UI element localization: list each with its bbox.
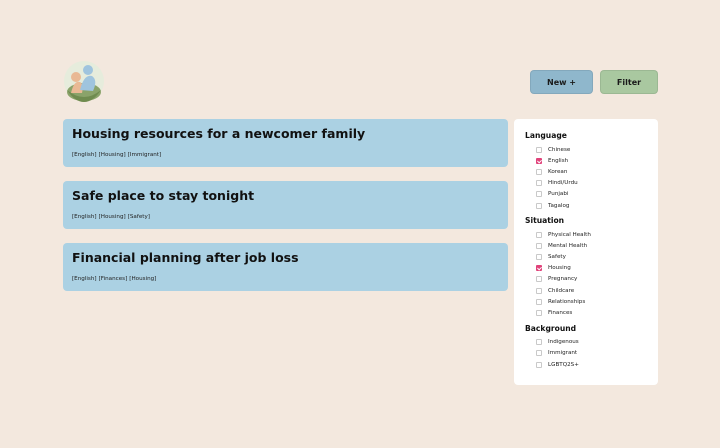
filter-option-hindi-urdu[interactable] [525, 178, 658, 189]
tag: [Safety] [127, 214, 150, 220]
filter-group-language [525, 131, 658, 211]
tag: [Finances] [98, 276, 128, 282]
filter-option-label: English [548, 157, 569, 164]
card-tags [72, 152, 499, 158]
checkbox[interactable] [536, 288, 542, 294]
checkbox[interactable] [536, 339, 542, 345]
filter-option-pregnancy[interactable] [525, 274, 658, 285]
checkbox[interactable] [536, 299, 542, 305]
filter-option-childcare[interactable] [525, 285, 658, 296]
filter-option-label: Housing [548, 265, 571, 272]
card-title: Financial planning after job loss [72, 250, 299, 265]
filter-option-label: Immigrant [548, 350, 578, 357]
filter-option-label: Mental Health [548, 242, 588, 249]
filter-option-label: LGBTQ2S+ [548, 361, 579, 368]
card-title: Housing resources for a newcomer family [72, 126, 366, 141]
filter-option-label: Hindi/Urdu [548, 180, 578, 187]
filter-group-background [525, 324, 658, 371]
tag: [Housing] [98, 152, 126, 158]
filter-option-safety[interactable] [525, 252, 658, 263]
filter-option-label: Punjabi [548, 191, 569, 198]
filter-option-tagalog[interactable] [525, 200, 658, 211]
filter-option-relationships[interactable] [525, 296, 658, 307]
filter-group-heading: Background [525, 323, 577, 333]
checkbox[interactable] [536, 276, 542, 282]
filter-option-label: Chinese [548, 146, 571, 153]
filter-group-heading: Language [525, 131, 567, 140]
filter-option-label: Safety [548, 254, 566, 261]
tag: [Housing] [129, 276, 157, 282]
filter-panel [514, 119, 658, 385]
checkbox[interactable] [536, 147, 542, 153]
checkbox[interactable] [536, 254, 542, 260]
filter-option-immigrant[interactable] [525, 348, 658, 359]
filter-option-label: Pregnancy [548, 276, 578, 283]
filter-option-korean[interactable] [525, 166, 658, 177]
filter-option-label: Childcare [548, 287, 575, 294]
filter-option-mental-health[interactable] [525, 240, 658, 251]
checkbox[interactable] [536, 350, 542, 356]
filter-option-label: Tagalog [548, 202, 570, 209]
tag: [English] [72, 152, 97, 158]
app-logo [60, 60, 108, 106]
resource-card[interactable] [63, 243, 508, 291]
checkbox[interactable] [536, 265, 542, 271]
tag: [Immigrant] [127, 152, 162, 158]
card-tags [72, 276, 499, 282]
checkbox[interactable] [536, 158, 542, 164]
card-tags [72, 214, 499, 220]
filter-group-situation [525, 216, 658, 319]
filter-option-label: Finances [548, 310, 573, 317]
checkbox[interactable] [536, 243, 542, 249]
filter-option-english[interactable] [525, 155, 658, 166]
resource-card[interactable] [63, 119, 508, 167]
filter-group-heading: Situation [525, 216, 565, 226]
filter-option-label: Korean [548, 168, 568, 175]
filter-option-label: Physical Health [548, 231, 591, 238]
checkbox[interactable] [536, 169, 542, 175]
checkbox[interactable] [536, 180, 542, 186]
resource-list [63, 119, 508, 305]
card-title: Safe place to stay tonight [72, 188, 255, 203]
filter-option-lgbtq2s[interactable] [525, 359, 658, 370]
filter-option-label: Indigenous [548, 339, 579, 346]
resource-card[interactable] [63, 181, 508, 229]
filter-option-finances[interactable] [525, 307, 658, 318]
checkbox[interactable] [536, 310, 542, 316]
tag: [English] [72, 214, 97, 220]
app-logo-icon [60, 60, 108, 106]
filter-option-housing[interactable] [525, 263, 658, 274]
filter-option-label: Relationships [548, 298, 586, 305]
filter-button[interactable]: Filter [600, 70, 658, 94]
filter-option-indigenous[interactable] [525, 337, 658, 348]
tag: [English] [72, 276, 97, 282]
filter-option-chinese[interactable] [525, 144, 658, 155]
new-button[interactable]: New + [530, 70, 593, 94]
checkbox[interactable] [536, 191, 542, 197]
tag: [Housing] [98, 214, 126, 220]
filter-option-physical-health[interactable] [525, 229, 658, 240]
filter-option-punjabi[interactable] [525, 189, 658, 200]
checkbox[interactable] [536, 232, 542, 238]
checkbox[interactable] [536, 203, 542, 209]
checkbox[interactable] [536, 362, 542, 368]
